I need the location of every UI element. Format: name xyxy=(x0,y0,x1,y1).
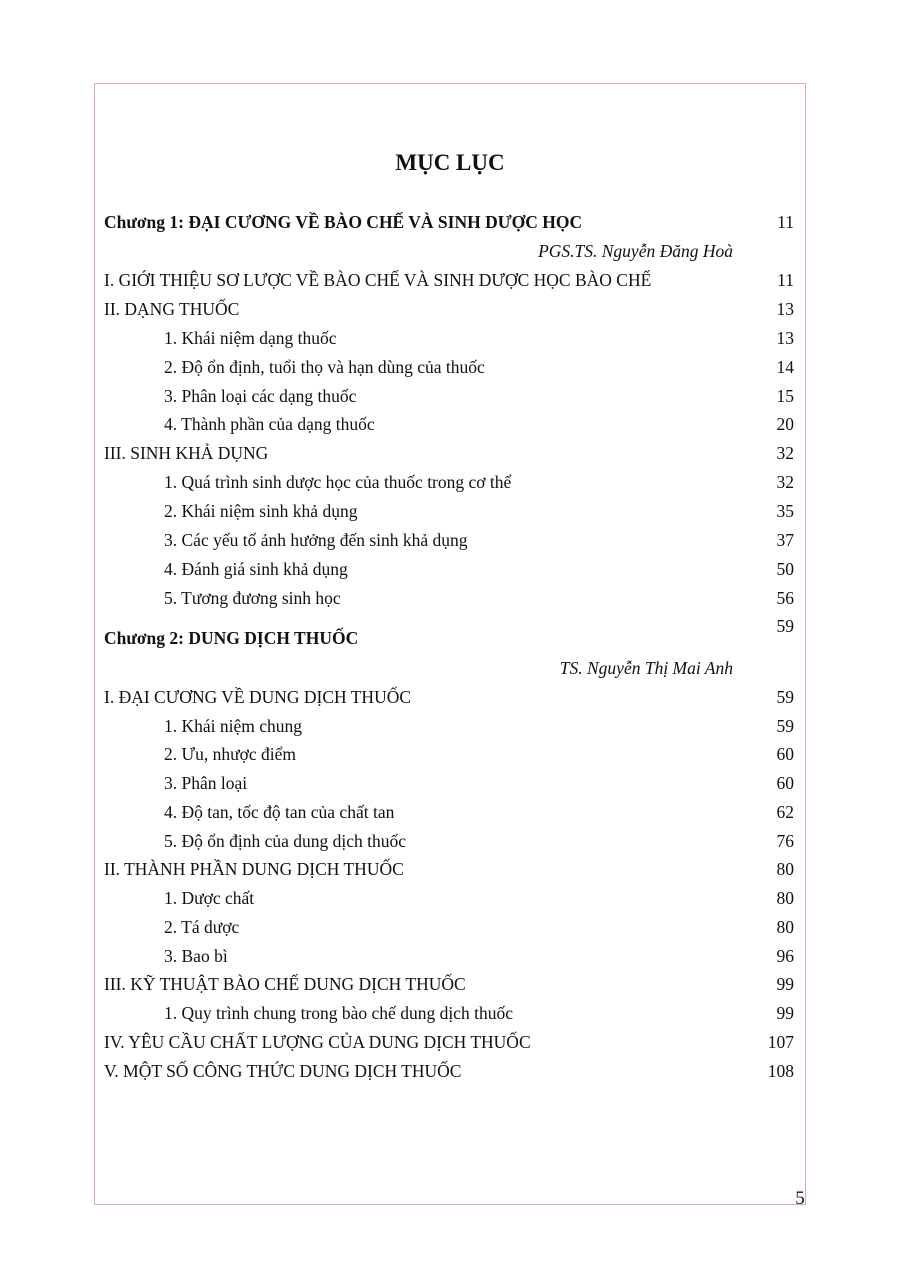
toc-entry[interactable] xyxy=(104,685,794,709)
toc-entry-page: 99 xyxy=(776,1003,794,1023)
toc-entry-text: 4. Thành phần của dạng thuốc xyxy=(164,414,375,434)
toc-entry[interactable] xyxy=(104,915,794,939)
toc-entry[interactable] xyxy=(104,1030,794,1054)
chapter-2-author: TS. Nguyễn Thị Mai Anh xyxy=(559,658,733,678)
toc-entry-text: Chương 2: DUNG DỊCH THUỐC xyxy=(104,628,359,648)
toc-entry-page: 59 xyxy=(776,687,794,707)
toc-entry-page: 59 xyxy=(776,616,794,636)
toc-entry-page: 13 xyxy=(776,328,794,348)
toc-entry[interactable] xyxy=(104,470,794,494)
toc-entry-page: 60 xyxy=(776,744,794,764)
toc-entry-page: 99 xyxy=(776,974,794,994)
page-number: 5 xyxy=(795,1188,805,1209)
toc-entry-text: 3. Các yếu tố ảnh hưởng đến sinh khả dụng xyxy=(164,530,468,550)
toc-entry[interactable] xyxy=(104,714,794,738)
toc-entry-text: 2. Ưu, nhược điểm xyxy=(164,744,296,764)
toc-entry-text: 1. Khái niệm dạng thuốc xyxy=(164,328,337,348)
toc-entry-page: 62 xyxy=(776,802,794,822)
toc-entry-page: 76 xyxy=(776,831,794,851)
toc-entry[interactable] xyxy=(104,384,794,408)
toc-entry-page: 32 xyxy=(776,472,794,492)
toc-entry-text: III. SINH KHẢ DỤNG xyxy=(104,443,269,463)
toc-entry-text: III. KỸ THUẬT BÀO CHẾ DUNG DỊCH THUỐC xyxy=(104,974,466,994)
toc-entry-text: 5. Độ ổn định của dung dịch thuốc xyxy=(164,831,407,851)
toc-entry-page: 59 xyxy=(776,716,794,736)
toc-entry[interactable] xyxy=(104,1001,794,1025)
toc-entry-text: 1. Dược chất xyxy=(164,888,255,908)
toc-entry-page: 56 xyxy=(776,588,794,608)
toc-entry-page: 107 xyxy=(767,1032,794,1052)
toc-entry-page: 80 xyxy=(776,859,794,879)
toc-entry-page: 80 xyxy=(776,917,794,937)
toc-entry-text: 4. Độ tan, tốc độ tan của chất tan xyxy=(164,802,395,822)
toc-entry[interactable] xyxy=(104,800,794,824)
toc-entry[interactable] xyxy=(104,742,794,766)
toc-entry-text: 3. Bao bì xyxy=(164,946,228,966)
toc-entry[interactable] xyxy=(104,972,794,996)
toc-entry-text: Chương 1: ĐẠI CƯƠNG VỀ BÀO CHẾ VÀ SINH DƯỢC HỌC xyxy=(104,212,583,232)
chapter-1-author: PGS.TS. Nguyễn Đăng Hoà xyxy=(538,241,733,261)
toc-entry[interactable] xyxy=(104,829,794,853)
toc-entry[interactable] xyxy=(104,1059,794,1083)
toc-entry-text: II. DẠNG THUỐC xyxy=(104,299,240,319)
toc-entry-text: IV. YÊU CẦU CHẤT LƯỢNG CỦA DUNG DỊCH THUỐC xyxy=(104,1032,531,1052)
toc-entry[interactable] xyxy=(104,528,794,552)
toc-entry-page: 50 xyxy=(776,559,794,579)
toc-entry-text: 1. Khái niệm chung xyxy=(164,716,303,736)
toc-entry[interactable] xyxy=(104,499,794,523)
toc-entry[interactable] xyxy=(104,355,794,379)
toc-entry-text: II. THÀNH PHẦN DUNG DỊCH THUỐC xyxy=(104,859,404,879)
toc-entry-page: 13 xyxy=(776,299,794,319)
toc-entry-text: 2. Khái niệm sinh khả dụng xyxy=(164,501,358,521)
toc-entry[interactable] xyxy=(104,412,794,436)
toc-entry[interactable] xyxy=(104,557,794,581)
toc-entry-text: 5. Tương đương sinh học xyxy=(164,588,341,608)
toc-entry[interactable] xyxy=(104,886,794,910)
toc-entry[interactable] xyxy=(104,586,794,610)
toc-entry[interactable] xyxy=(104,857,794,881)
toc-entry-page: 35 xyxy=(776,501,794,521)
page-title: MỤC LỤC xyxy=(395,150,505,175)
toc-entry[interactable] xyxy=(104,441,794,465)
toc-entry-page: 37 xyxy=(776,530,794,550)
toc-entry-page: 96 xyxy=(776,946,794,966)
toc-entry-text: 1. Quy trình chung trong bào chế dung dịch thuốc xyxy=(164,1003,513,1023)
toc-entry[interactable] xyxy=(104,771,794,795)
toc-entry-text: 1. Quá trình sinh dược học của thuốc trong cơ thể xyxy=(164,472,512,492)
toc-chapter-1[interactable] xyxy=(104,210,794,234)
toc-entry-page: 20 xyxy=(776,414,794,434)
toc-entry[interactable] xyxy=(104,326,794,350)
toc-entry-text: 3. Phân loại xyxy=(164,773,248,793)
toc-entry[interactable] xyxy=(104,297,794,321)
toc-entry-page: 108 xyxy=(767,1061,794,1081)
toc-entry-page: 60 xyxy=(776,773,794,793)
toc-entry[interactable] xyxy=(104,268,794,292)
toc-entry-text: V. MỘT SỐ CÔNG THỨC DUNG DỊCH THUỐC xyxy=(104,1061,462,1081)
toc-entry-text: 2. Độ ổn định, tuổi thọ và hạn dùng của thuốc xyxy=(164,357,485,377)
toc-entry-text: 4. Đánh giá sinh khả dụng xyxy=(164,559,348,579)
toc-chapter-2[interactable] xyxy=(104,616,794,650)
toc-entry-text: 3. Phân loại các dạng thuốc xyxy=(164,386,357,406)
toc-entry-text: I. ĐẠI CƯƠNG VỀ DUNG DỊCH THUỐC xyxy=(104,687,412,707)
toc-entry-page: 11 xyxy=(777,212,794,232)
toc-entry-page: 80 xyxy=(776,888,794,908)
toc-entry-page: 14 xyxy=(776,357,794,377)
toc-entry-text: I. GIỚI THIỆU SƠ LƯỢC VỀ BÀO CHẾ VÀ SINH DƯỢC HỌC BÀO CHẾ xyxy=(104,270,652,290)
toc-entry[interactable] xyxy=(104,944,794,968)
toc-entry-text: 2. Tá dược xyxy=(164,917,240,937)
toc-entry-page: 15 xyxy=(776,386,794,406)
toc-entry-page: 32 xyxy=(776,443,794,463)
toc-entry-page: 11 xyxy=(777,270,794,290)
